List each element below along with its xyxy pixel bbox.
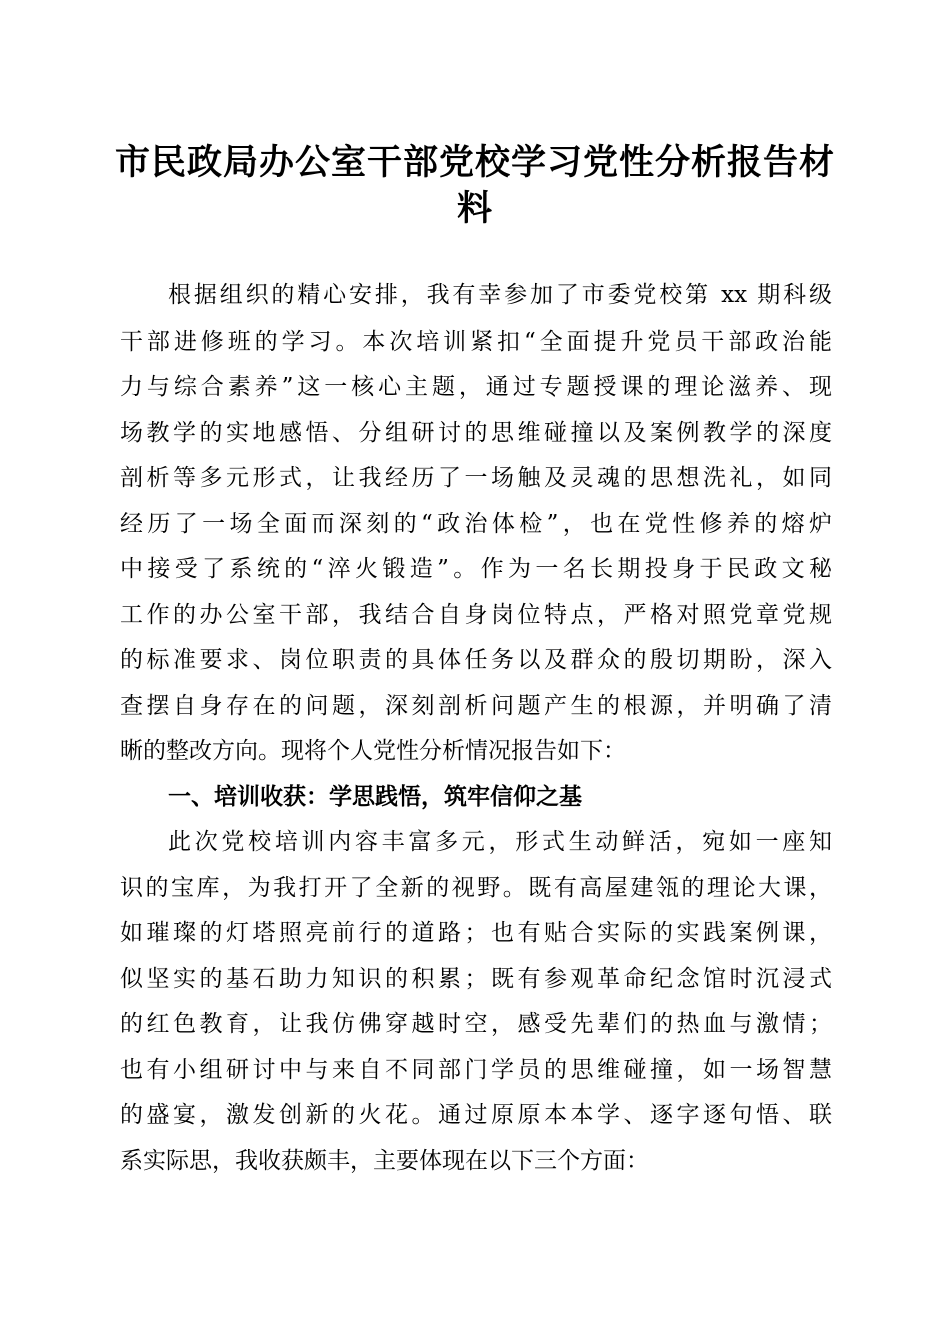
paragraph-2-line: 的红色教育，让我仿佛穿越时空，感受先辈们的热血与激情； xyxy=(120,1011,832,1037)
paragraph-1-line: 经历了一场全面而深刻的“政治体检”，也在党性修养的熔炉 xyxy=(120,511,832,537)
paragraph-1-line: 工作的办公室干部，我结合自身岗位特点，严格对照党章党规 xyxy=(120,602,832,628)
document-title-line-2: 料 xyxy=(456,188,493,229)
paragraph-2-line: 识的宝库，为我打开了全新的视野。既有高屋建瓴的理论大课， xyxy=(120,875,832,901)
section-1-heading: 一、培训收获：学思践悟，筑牢信仰之基 xyxy=(168,784,582,810)
paragraph-1-line: 场教学的实地感悟、分组研讨的思维碰撞以及案例教学的深度 xyxy=(120,420,832,446)
paragraph-2-line: 如璀璨的灯塔照亮前行的道路；也有贴合实际的实践案例课， xyxy=(120,920,832,946)
paragraph-2-line: 也有小组研讨中与来自不同部门学员的思维碰撞，如一场智慧 xyxy=(120,1057,832,1083)
paragraph-1-line: 晰的整改方向。现将个人党性分析情况报告如下： xyxy=(120,738,626,764)
paragraph-1-line: 干部进修班的学习。本次培训紧扣“全面提升党员干部政治能 xyxy=(120,329,832,355)
paragraph-2-line: 此次党校培训内容丰富多元，形式生动鲜活，宛如一座知 xyxy=(168,829,832,855)
document-title-line-1: 市民政局办公室干部党校学习党性分析报告材 xyxy=(114,142,835,183)
paragraph-2-line: 似坚实的基石助力知识的积累；既有参观革命纪念馆时沉浸式 xyxy=(120,966,832,992)
paragraph-1-line: 的标准要求、岗位职责的具体任务以及群众的殷切期盼，深入 xyxy=(120,647,832,673)
paragraph-2-line: 系实际思，我收获颇丰，主要体现在以下三个方面： xyxy=(120,1148,649,1174)
paragraph-1-line: 中接受了系统的“淬火锻造”。作为一名长期投身于民政文秘 xyxy=(120,556,832,582)
paragraph-2-line: 的盛宴，激发创新的火花。通过原原本本学、逐字逐句悟、联 xyxy=(120,1102,832,1128)
paragraph-1-line: 剖析等多元形式，让我经历了一场触及灵魂的思想洗礼，如同 xyxy=(120,465,832,491)
paragraph-1-line: 查摆自身存在的问题，深刻剖析问题产生的根源，并明确了清 xyxy=(120,693,832,719)
paragraph-1-line: 力与综合素养”这一核心主题，通过专题授课的理论滋养、现 xyxy=(120,374,832,400)
paragraph-1-line: 根据组织的精心安排，我有幸参加了市委党校第 xx 期科级 xyxy=(168,282,832,308)
